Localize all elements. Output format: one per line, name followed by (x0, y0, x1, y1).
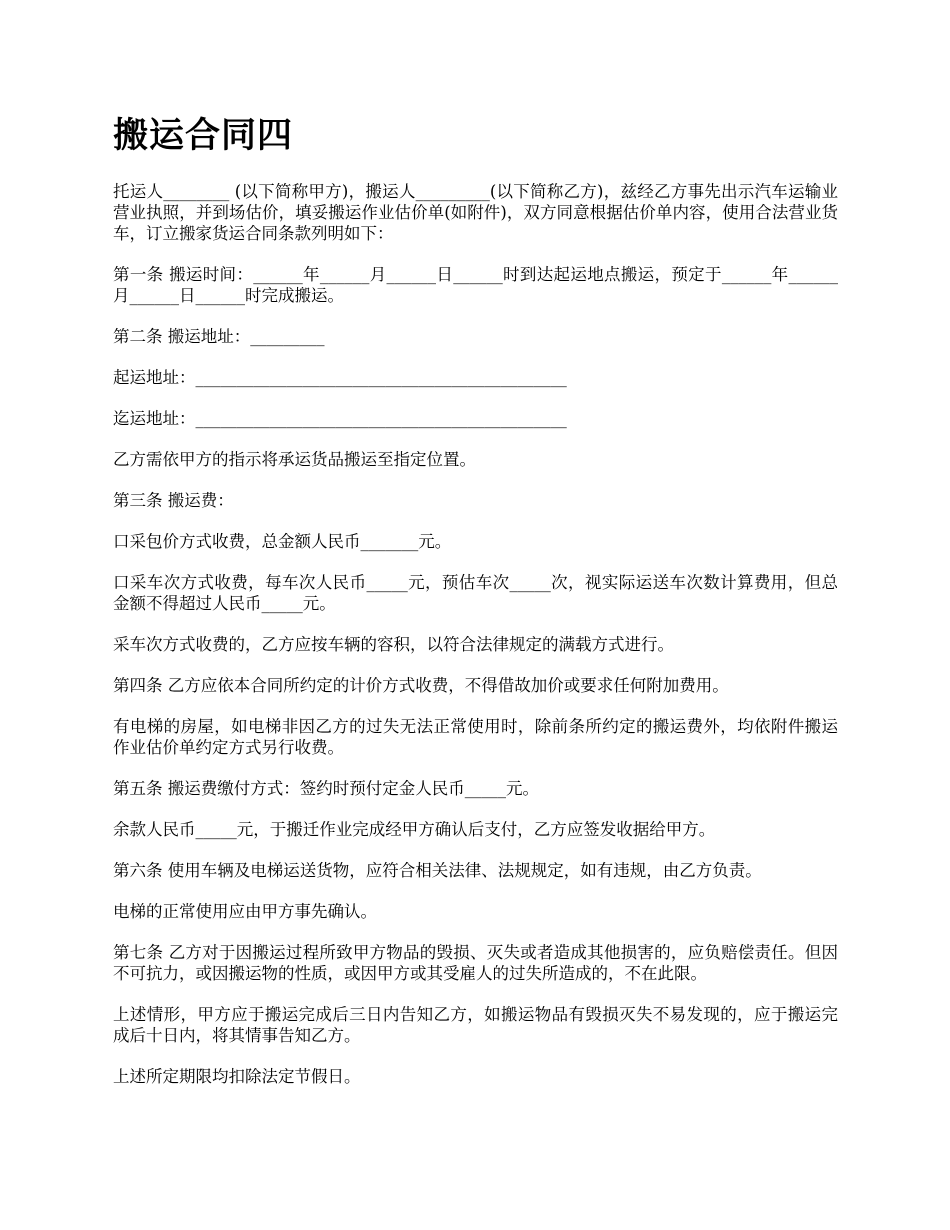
delivery-instruction-paragraph: 乙方需依甲方的指示将承运货品搬运至指定位置。 (113, 450, 476, 469)
document-title: 搬运合同四 (113, 116, 294, 156)
damage-notice-paragraph: 上述情形，甲方应于搬运完成后三日内告知乙方，如搬运物品有毁损灭失不易发现的，应于搬运完成后十日内，将其情事告知乙方。 (113, 1005, 838, 1045)
elevator-fee-paragraph: 有电梯的房屋，如电梯非因乙方的过失无法正常使用时，除前条所约定的搬运费外，均依附件搬运作业估价单约定方式另行收费。 (113, 717, 838, 757)
document-page (113, 0, 838, 1087)
article-6-paragraph: 第六条 使用车辆及电梯运送货物，应符合相关法律、法规规定，如有违规，由乙方负责。 (113, 861, 762, 880)
article-5-paragraph: 第五条 搬运费缴付方式：签约时预付定金人民币_____元。 (113, 779, 539, 798)
origin-address-line: 起运地址：_____________________________________________ (113, 368, 567, 387)
article-1-paragraph: 第一条 搬运时间：______年______月______日______时到达起运地点搬运，预定于______年______月______日______时完成搬运。 (113, 265, 838, 305)
per-trip-option-paragraph: 口采车次方式收费，每车次人民币_____元，预估车次_____次，视实际运送车次数计算费用，但总金额不得超过人民币_____元。 (113, 573, 838, 613)
article-2-paragraph: 第二条 搬运地址：_________ (113, 327, 325, 346)
per-trip-loading-paragraph: 采车次方式收费的，乙方应按车辆的容积，以符合法律规定的满载方式进行。 (113, 635, 674, 654)
lump-sum-option-paragraph: 口采包价方式收费，总金额人民币_______元。 (113, 532, 452, 551)
holiday-exclusion-paragraph: 上述所定期限均扣除法定节假日。 (113, 1067, 361, 1086)
intro-paragraph: 托运人________ (以下简称甲方)，搬运人_________(以下简称乙方)，兹经乙方事先出示汽车运输业营业执照，并到场估价，填妥搬运作业估价单(如附件)，双方同意根据估价单内容，使用合法营业货车，订立搬家货运合同条款列明如下： (113, 182, 838, 243)
article-4-paragraph: 第四条 乙方应依本合同所约定的计价方式收费，不得借故加价或要求任何附加费用。 (113, 676, 729, 695)
article-3-paragraph: 第三条 搬运费： (113, 491, 234, 510)
article-7-paragraph: 第七条 乙方对于因搬运过程所致甲方物品的毁损、灭失或者造成其他损害的，应负赔偿责任。但因不可抗力，或因搬运物的性质，或因甲方或其受雇人的过失所造成的，不在此限。 (113, 943, 838, 983)
destination-address-line: 迄运地址：_____________________________________________ (113, 409, 567, 428)
elevator-confirmation-paragraph: 电梯的正常使用应由甲方事先确认。 (113, 902, 377, 921)
balance-payment-paragraph: 余款人民币_____元，于搬迁作业完成经甲方确认后支付，乙方应签发收据给甲方。 (113, 820, 716, 839)
